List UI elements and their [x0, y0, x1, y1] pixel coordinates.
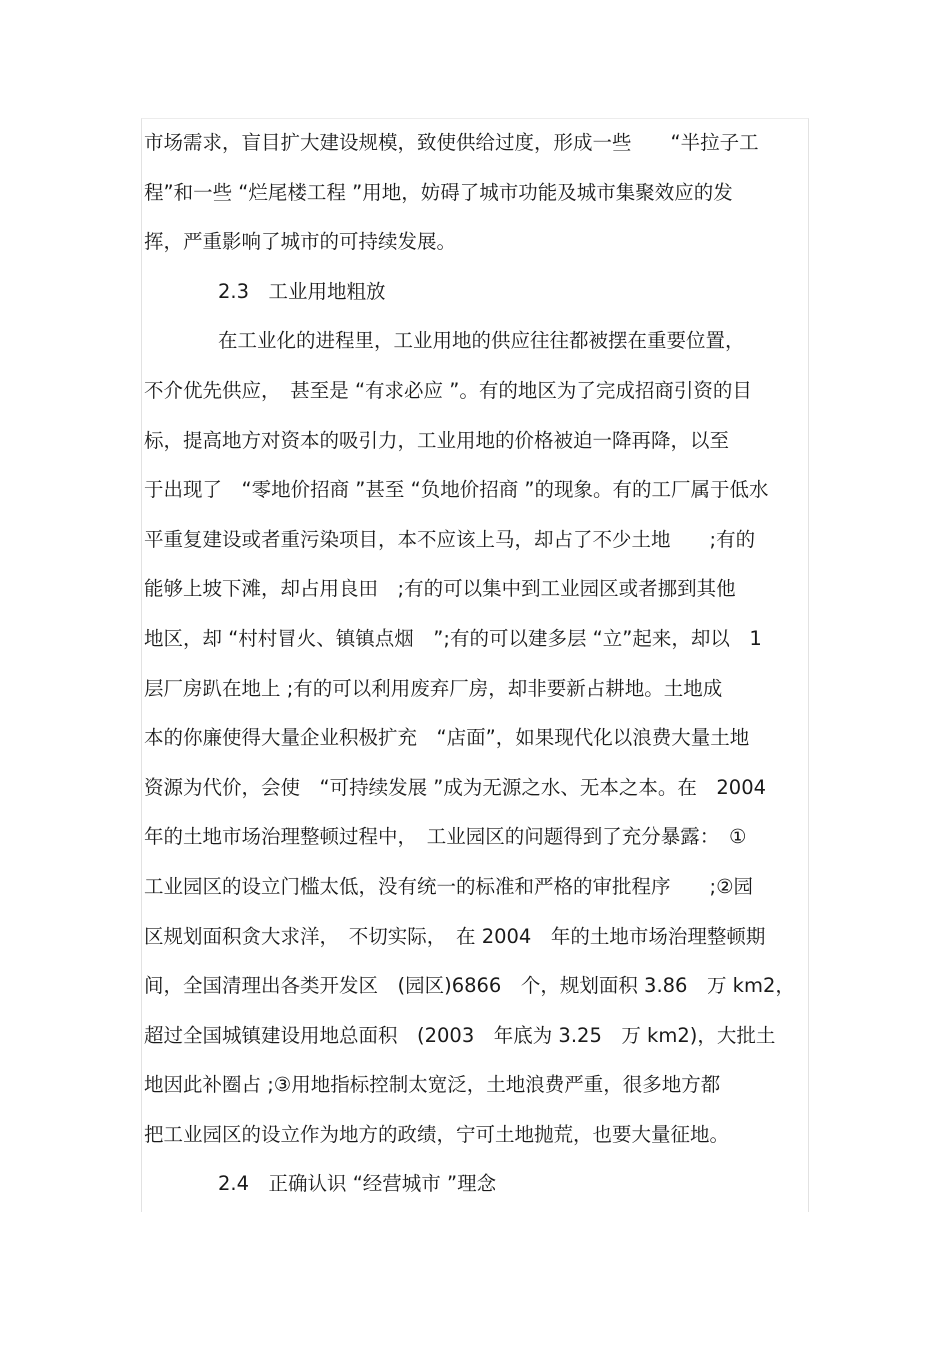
- section-heading-or-paragraph-start: 2.3 工业用地粗放: [218, 279, 386, 303]
- body-text-line: 层厂房趴在地上 ;有的可以利用废弃厂房，却非要新占耕地。土地成: [144, 676, 723, 700]
- body-text-line: 市场需求，盲目扩大建设规模，致使供给过度，形成一些 “半拉子工: [144, 131, 759, 154]
- body-text-line: 间，全国清理出各类开发区 (园区)6866 个，规划面积 3.86 万 km2，: [144, 974, 795, 998]
- section-heading-or-paragraph-start: 在工业化的进程里，工业用地的供应往往都被摆在重要位置，: [218, 329, 745, 353]
- body-text-line: 资源为代价，会使 “可持续发展 ”成为无源之水、无本之本。在 2004: [144, 775, 767, 799]
- body-text-line: 工业园区的设立门槛太低，没有统一的标准和严格的审批程序 ;②园: [144, 874, 754, 898]
- body-text-line: 年的土地市场治理整顿过程中， 工业园区的问题得到了充分暴露： ①: [144, 825, 747, 849]
- body-text-line: 地因此补圈占 ;③用地指标控制太宽泛，土地浪费严重，很多地方都: [144, 1073, 721, 1097]
- body-text-line: 不介优先供应， 甚至是 “有求必应 ”。有的地区为了完成招商引资的目: [144, 378, 752, 402]
- document-body: [144, 124, 808, 1215]
- body-text-line: 程”和一些 “烂尾楼工程 ”用地，妨碍了城市功能及城市集聚效应的发: [144, 180, 733, 204]
- body-text-line: 把工业园区的设立作为地方的政绩，宁可土地抛荒，也要大量征地。: [144, 1122, 730, 1146]
- body-text-line: 地区，却 “村村冒火、镇镇点烟 ”;有的可以建多层 “立”起来，却以 1: [144, 626, 762, 650]
- body-text-line: 于出现了 “零地价招商 ”甚至 “负地价招商 ”的现象。有的工厂属于低水: [144, 478, 769, 502]
- body-text-line: 平重复建设或者重污染项目，本不应该上马，却占了不少土地 ;有的: [144, 527, 756, 551]
- body-text-line: 超过全国城镇建设用地总面积 (2003 年底为 3.25 万 km2)，大批土: [144, 1023, 776, 1047]
- body-text-line: 区规划面积贪大求洋， 不切实际， 在 2004 年的土地市场治理整顿期: [144, 924, 766, 948]
- body-text-line: 标，提高地方对资本的吸引力，工业用地的价格被迫一降再降，以至: [144, 428, 730, 452]
- body-text-line: 能够上坡下滩，却占用良田 ;有的可以集中到工业园区或者挪到其他: [144, 577, 736, 601]
- body-text-line: 本的你廉使得大量企业积极扩充 “店面”，如果现代化以浪费大量土地: [144, 726, 750, 750]
- section-heading-or-paragraph-start: 2.4 正确认识 “经营城市 ”理念: [218, 1172, 497, 1196]
- body-text-line: 挥，严重影响了城市的可持续发展。: [144, 230, 457, 254]
